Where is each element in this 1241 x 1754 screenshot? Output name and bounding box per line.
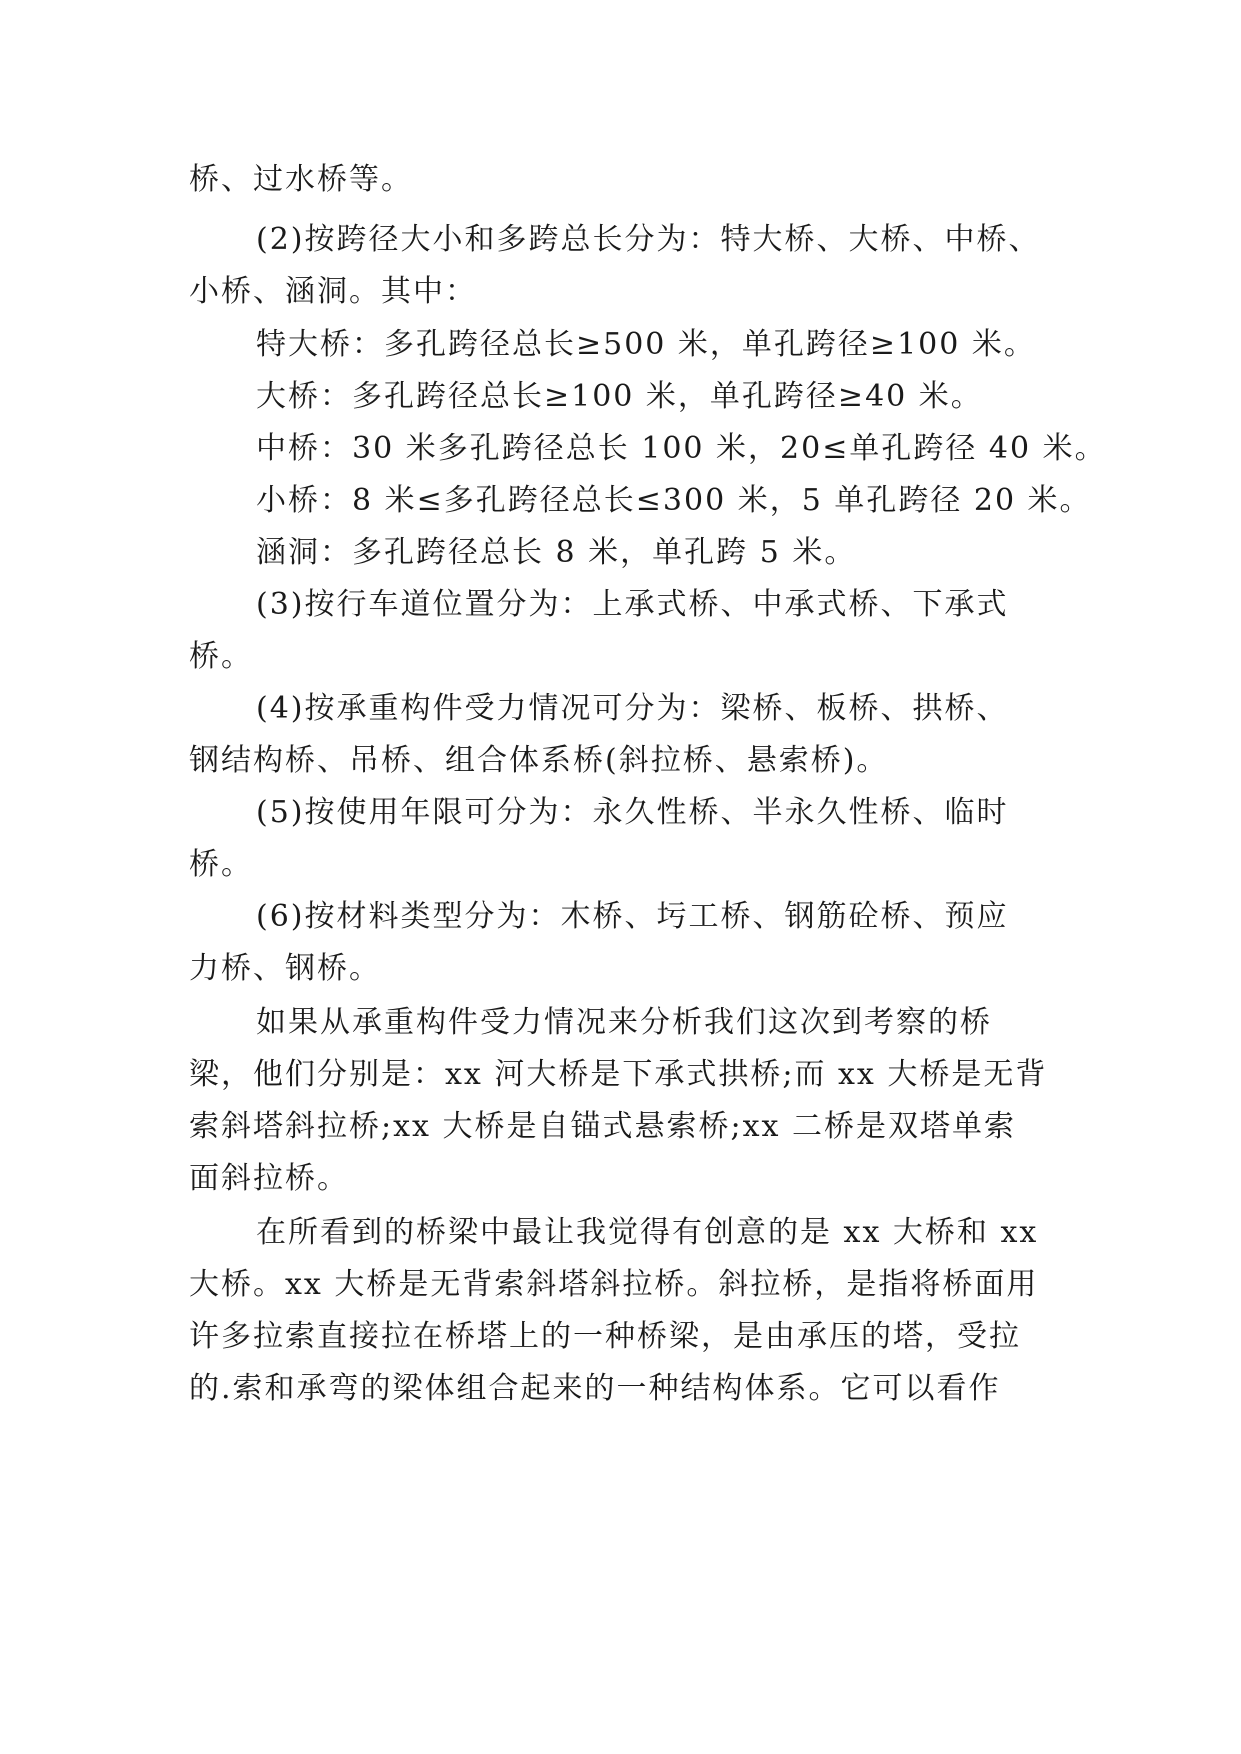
text-line: 钢结构桥、吊桥、组合体系桥(斜拉桥、悬索桥)。 <box>189 743 889 778</box>
text-line: 大桥：多孔跨径总长≥100 米，单孔跨径≥40 米。 <box>256 379 983 414</box>
text-line: 特大桥：多孔跨径总长≥500 米，单孔跨径≥100 米。 <box>256 327 1036 362</box>
text-line: 大桥。xx 大桥是无背索斜塔斜拉桥。斜拉桥，是指将桥面用 <box>189 1267 1039 1302</box>
text-line: 桥。 <box>189 847 253 882</box>
text-line: 桥、过水桥等。 <box>189 162 413 197</box>
text-line: (2)按跨径大小和多跨总长分为：特大桥、大桥、中桥、 <box>256 222 1041 257</box>
text-line: (6)按材料类型分为：木桥、圬工桥、钢筋砼桥、预应 <box>256 899 1009 934</box>
text-line: (5)按使用年限可分为：永久性桥、半永久性桥、临时 <box>256 795 1009 830</box>
text-line: 小桥：8 米≤多孔跨径总长≤300 米，5 单孔跨径 20 米。 <box>256 483 1092 518</box>
text-line: 梁，他们分别是：xx 河大桥是下承式拱桥;而 xx 大桥是无背 <box>189 1057 1048 1092</box>
text-line: 小桥、涵洞。其中： <box>189 274 477 309</box>
text-line: 桥。 <box>189 639 253 674</box>
text-line: 的.索和承弯的梁体组合起来的一种结构体系。它可以看作 <box>189 1371 1001 1406</box>
text-line: 涵洞：多孔跨径总长 8 米，单孔跨 5 米。 <box>256 535 857 570</box>
text-line: 中桥：30 米多孔跨径总长 100 米，20≤单孔跨径 40 米。 <box>256 431 1107 466</box>
text-line: 如果从承重构件受力情况来分析我们这次到考察的桥 <box>256 1005 992 1040</box>
text-line: 面斜拉桥。 <box>189 1161 349 1196</box>
text-line: 力桥、钢桥。 <box>189 951 381 986</box>
text-line: (4)按承重构件受力情况可分为：梁桥、板桥、拱桥、 <box>256 691 1009 726</box>
text-line: 索斜塔斜拉桥;xx 大桥是自锚式悬索桥;xx 二桥是双塔单索 <box>189 1109 1016 1144</box>
text-line: 许多拉索直接拉在桥塔上的一种桥梁，是由承压的塔，受拉 <box>189 1319 1021 1354</box>
text-line: (3)按行车道位置分为：上承式桥、中承式桥、下承式 <box>256 587 1009 622</box>
text-line: 在所看到的桥梁中最让我觉得有创意的是 xx 大桥和 xx <box>256 1215 1039 1250</box>
